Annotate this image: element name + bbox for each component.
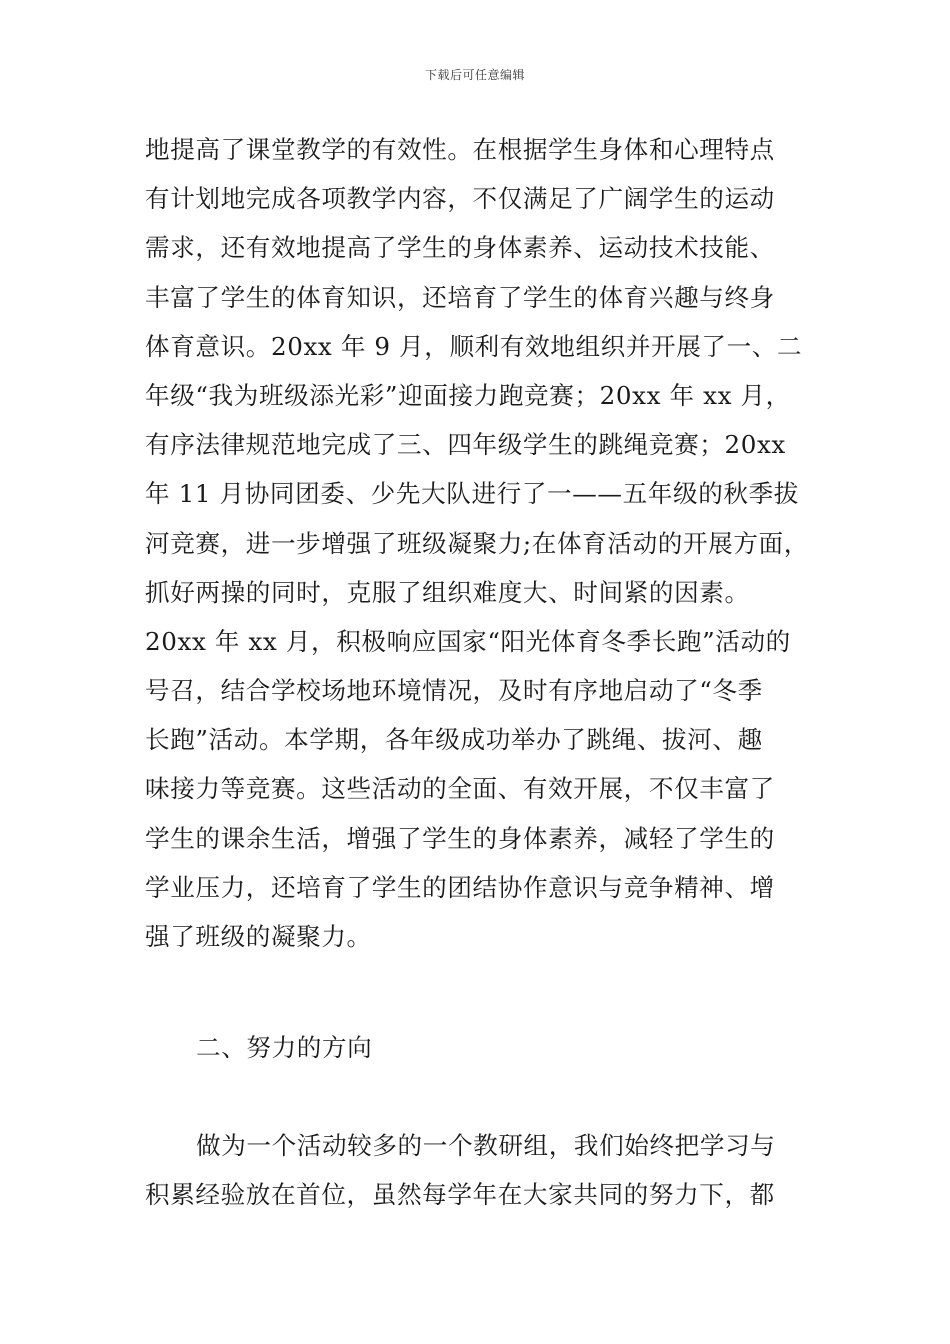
text-line: 有序法律规范地完成了三、四年级学生的跳绳竞赛；20xx [145, 430, 786, 460]
text-line: 需求，还有效地提高了学生的身体素养、运动技术技能、 [145, 233, 775, 263]
text-line: 长跑”活动。本学期，各年级成功举办了跳绳、拔河、趣 [145, 725, 763, 755]
paragraph-1 [145, 132, 845, 968]
text-line: 做为一个活动较多的一个教研组，我们始终把学习与 [196, 1131, 776, 1160]
text-line: 丰富了学生的体育知识，还培育了学生的体育兴趣与终身 [145, 282, 775, 312]
text-line: 体育意识。20xx 年 9 月，顺利有效地组织并开展了一、二 [145, 331, 803, 361]
text-line: 抓好两操的同时，克服了组织难度大、时间紧的因素。 [145, 577, 750, 607]
text-line: 有计划地完成各项教学内容，不仅满足了广阔学生的运动 [145, 184, 775, 214]
text-line: 强了班级的凝聚力。 [145, 922, 372, 951]
text-line: 年 11 月协同团委、少先大队进行了一——五年级的秋季拔 [145, 479, 799, 509]
text-line: 味接力等竞赛。这些活动的全面、有效开展，不仅丰富了 [145, 774, 775, 804]
text-line: 河竞赛，进一步增强了班级凝聚力;在体育活动的开展方面， [145, 528, 809, 558]
text-line: 20xx 年 xx 月，积极响应国家“阳光体育冬季长跑”活动的 [145, 626, 791, 656]
page-header-note: 下载后可任意编辑 [424, 68, 525, 82]
paragraph-2 [145, 1128, 845, 1226]
text-line: 学生的课余生活，增强了学生的身体素养，减轻了学生的 [145, 823, 775, 853]
text-line: 学业压力，还培育了学生的团结协作意识与竞争精神、增 [145, 872, 775, 902]
text-line: 号召，结合学校场地环境情况，及时有序地启动了“冬季 [145, 676, 763, 706]
text-line: 年级“我为班级添光彩”迎面接力跑竞赛；20xx 年 xx 月， [145, 380, 791, 410]
text-line: 积累经验放在首位，虽然每学年在大家共同的努力下，都 [145, 1180, 775, 1210]
section-heading: 二、努力的方向 [196, 1033, 373, 1062]
text-line: 地提高了课堂教学的有效性。在根据学生身体和心理特点 [145, 135, 775, 164]
